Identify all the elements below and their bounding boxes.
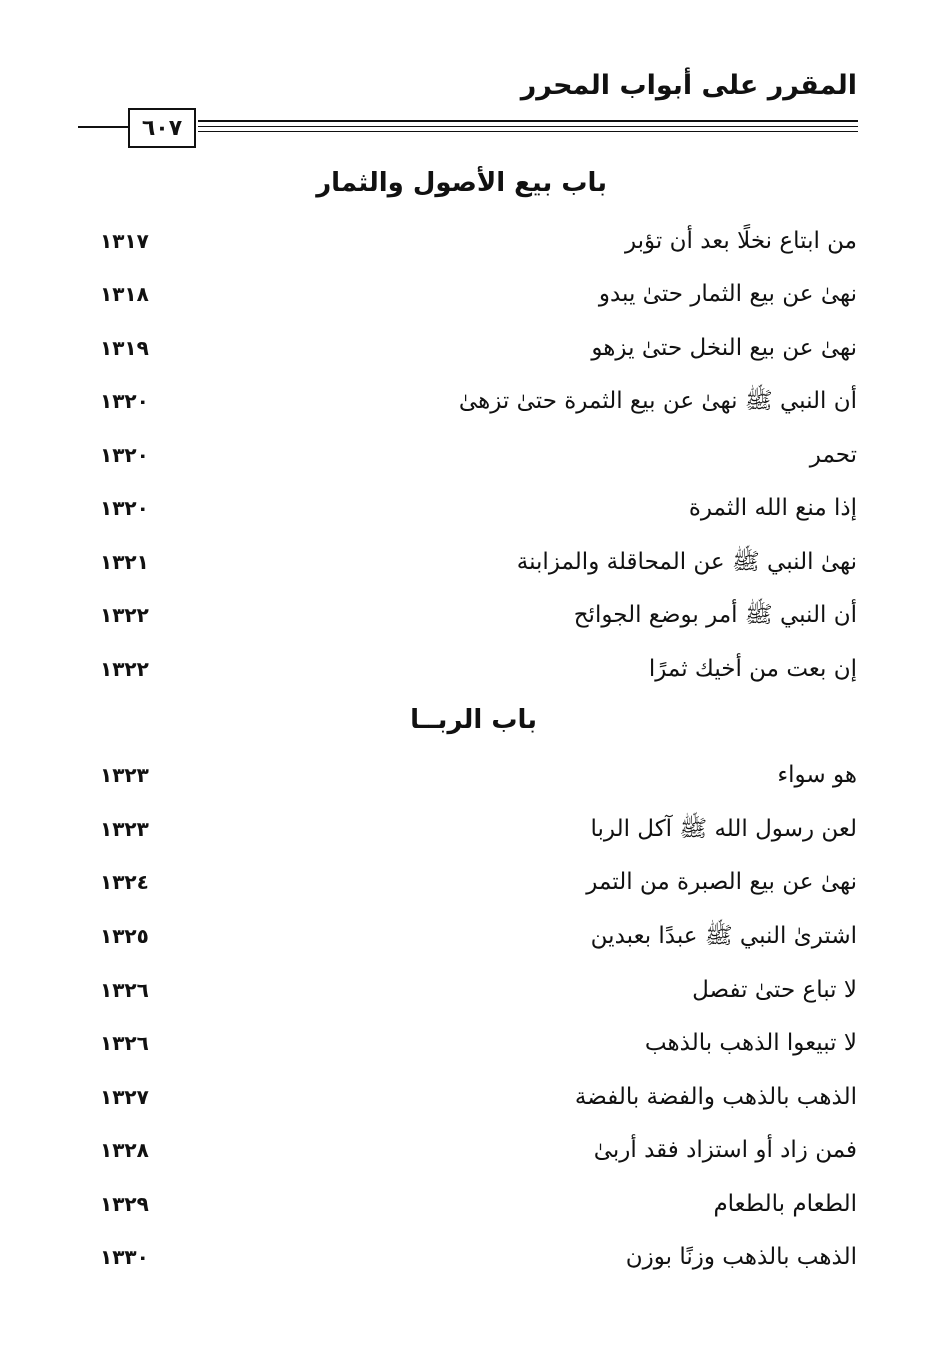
entry-number: ١٣٢٩ xyxy=(100,1192,149,1216)
entry-number: ١٣٢٥ xyxy=(100,924,149,948)
header-rule xyxy=(198,131,858,132)
header-rule xyxy=(198,120,858,122)
entry-title: نهىٰ عن بيع الثمار حتىٰ يبدو xyxy=(598,281,857,307)
header-rule xyxy=(198,126,858,127)
entry-title: إن بعت من أخيك ثمرًا xyxy=(648,656,857,682)
index-entry xyxy=(100,1237,857,1277)
index-entry xyxy=(100,1023,857,1063)
index-entry xyxy=(100,274,857,314)
entry-title: الذهب بالذهب وزنًا بوزن xyxy=(625,1244,857,1270)
entry-title: الذهب بالذهب والفضة بالفضة xyxy=(574,1084,857,1110)
index-entry xyxy=(100,916,857,956)
running-title: المقرر على أبواب المحرر xyxy=(520,70,857,101)
entry-number: ١٣٢٤ xyxy=(100,870,149,894)
entry-number: ١٣٢٣ xyxy=(100,763,149,787)
entry-number: ١٣٢٨ xyxy=(100,1138,149,1162)
entry-number: ١٣٢٠ xyxy=(100,443,149,467)
entry-title: من ابتاع نخلًا بعد أن تؤبر xyxy=(624,228,857,254)
entry-number: ١٣٢٣ xyxy=(100,817,149,841)
entry-number: ١٣٢٦ xyxy=(100,1031,149,1055)
index-entry xyxy=(100,755,857,795)
index-entry xyxy=(100,221,857,261)
section-heading: باب بيع الأصول والثمار xyxy=(316,168,607,198)
entry-title: لا تباع حتىٰ تفصل xyxy=(692,977,857,1003)
entry-number: ١٣٢٠ xyxy=(100,496,149,520)
entry-title: فمن زاد أو استزاد فقد أربىٰ xyxy=(593,1137,857,1163)
index-entry xyxy=(100,809,857,849)
index-entry xyxy=(100,435,857,475)
entry-title: الطعام بالطعام xyxy=(713,1191,857,1217)
entry-title: إذا منع الله الثمرة xyxy=(688,495,857,521)
entry-number: ١٣٢٢ xyxy=(100,603,149,627)
entry-title: نهىٰ عن بيع الصبرة من التمر xyxy=(586,869,857,895)
entry-title: أن النبي ﷺ نهىٰ عن بيع الثمرة حتىٰ تزهىٰ xyxy=(458,388,857,414)
index-entry xyxy=(100,542,857,582)
index-entry xyxy=(100,381,857,421)
entry-number: ١٣١٧ xyxy=(100,229,149,253)
entry-number: ١٣٢٠ xyxy=(100,389,149,413)
entry-title: لا تبيعوا الذهب بالذهب xyxy=(644,1030,857,1056)
entry-number: ١٣٢٧ xyxy=(100,1085,149,1109)
entry-number: ١٣٢٦ xyxy=(100,978,149,1002)
index-entry xyxy=(100,1130,857,1170)
entry-title: هو سواء xyxy=(777,762,857,788)
entry-number: ١٣١٨ xyxy=(100,282,149,306)
entry-title: أن النبي ﷺ أمر بوضع الجوائح xyxy=(573,602,857,628)
section-heading: باب الربــا xyxy=(410,705,537,735)
index-entry xyxy=(100,649,857,689)
entry-title: لعن رسول الله ﷺ آكل الربا xyxy=(590,816,857,842)
index-entry xyxy=(100,488,857,528)
page-number: ٦٠٧ xyxy=(128,108,196,148)
entry-title: اشترىٰ النبي ﷺ عبدًا بعبدين xyxy=(590,923,857,949)
entry-title: نهىٰ النبي ﷺ عن المحاقلة والمزابنة xyxy=(516,549,857,575)
index-entry xyxy=(100,595,857,635)
entry-number: ١٣١٩ xyxy=(100,336,149,360)
header-rule xyxy=(78,126,128,128)
index-entry xyxy=(100,862,857,902)
entry-number: ١٣٢١ xyxy=(100,550,149,574)
index-entry xyxy=(100,1077,857,1117)
entry-number: ١٣٢٢ xyxy=(100,657,149,681)
index-entry xyxy=(100,328,857,368)
entry-title: نهىٰ عن بيع النخل حتىٰ يزهو xyxy=(591,335,857,361)
entry-title: تحمر xyxy=(809,442,857,468)
entry-number: ١٣٣٠ xyxy=(100,1245,149,1269)
index-entry xyxy=(100,1184,857,1224)
index-entry xyxy=(100,970,857,1010)
